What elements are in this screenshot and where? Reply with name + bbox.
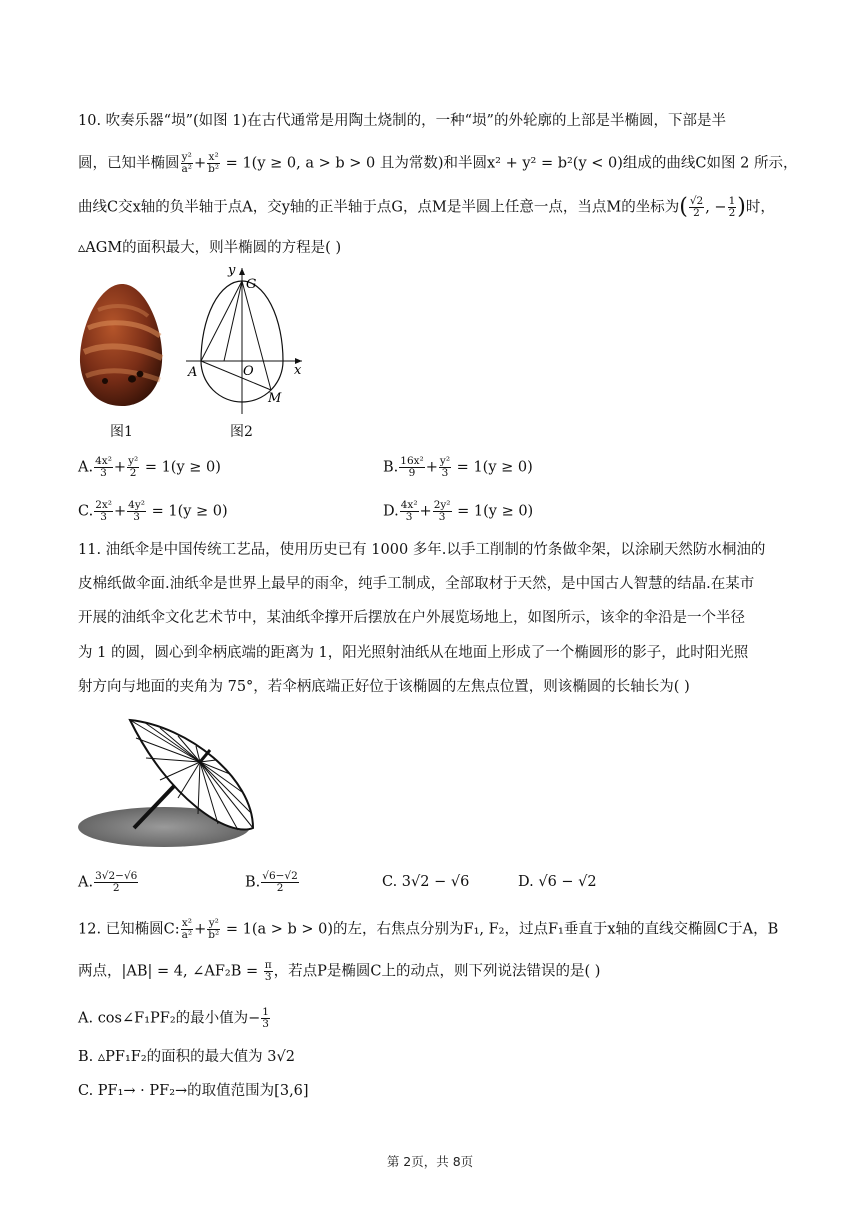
option-tail: = 1(y ≥ 0) — [140, 459, 221, 476]
frac-num: 4x² — [95, 455, 112, 467]
frac-num: √6−√2 — [262, 870, 298, 882]
paren-open: ( — [679, 194, 688, 220]
frac-num: x² — [181, 917, 192, 929]
frac-num: π — [264, 959, 272, 971]
frac — [261, 1007, 270, 1030]
q11-line-1: 11. 油纸伞是中国传统工艺品，使用历史已有 1000 多年.以手工削制的竹条做伞架，以涂刷天然防水桐油的 — [78, 542, 766, 558]
page-footer: 第 2页，共 8页 — [386, 1154, 474, 1169]
option-text: A. cos∠F₁PF₂的最小值为− — [78, 1010, 261, 1027]
q12-option-b[interactable]: B. ▵PF₁F₂的面积的最大值为 3√2 — [78, 1049, 295, 1065]
frac — [399, 456, 425, 479]
option-tail: = 1(y ≥ 0) — [452, 459, 533, 476]
segment-AM — [201, 361, 271, 390]
label-M: M — [268, 391, 282, 406]
q10-sep: , − — [705, 199, 727, 216]
option-label: B. — [245, 874, 261, 891]
option-tail: = 1(y ≥ 0) — [146, 503, 228, 520]
frac-num: √2 — [689, 195, 704, 207]
q12-line2-text-b: ，若点P是椭圆C上的动点，则下列说法错误的是( ) — [273, 963, 601, 980]
q10-line2-text: 圆，已知半椭圆 — [78, 155, 180, 172]
frac-num: x² — [208, 151, 219, 163]
frac — [127, 500, 146, 523]
frac-den: 2 — [728, 207, 736, 219]
q10-line-4: ▵AGM的面积最大，则半椭圆的方程是( ) — [78, 240, 342, 256]
paren-close: ) — [737, 194, 746, 220]
frac-num: 2x² — [95, 499, 112, 511]
frac-den: a² — [181, 163, 192, 175]
q11-option-a[interactable] — [78, 871, 139, 894]
frac-den: 3 — [405, 511, 413, 523]
frac-num: y² — [439, 455, 451, 467]
frac-num: 16x² — [400, 455, 424, 467]
q10-line3-text-b: 时， — [745, 199, 775, 216]
q10-line2-text-b: = 1(y ≥ 0, a > b > 0 且为常数)和半圆x² + y² = b²(y < 0)组成的曲线C如图 2 所示， — [221, 155, 798, 172]
q10-line-1: 10. 吹奏乐器“埙”(如图 1)在古代通常是用陶土烧制的，一种“埙”的外轮廓的上部是半椭圆，下部是半 — [78, 113, 726, 129]
curve-diagram — [180, 262, 310, 422]
frac — [400, 500, 419, 523]
y-axis-arrow — [239, 268, 245, 275]
q10-line3-text: 曲线C交x轴的负半轴于点A，交y轴的正半轴于点G，点M是半圆上任意一点，当点M的坐标为 — [78, 199, 680, 216]
frac — [127, 456, 139, 479]
frac-den: 3 — [441, 467, 449, 479]
q10-frac-y2a2 — [181, 152, 193, 175]
frac-num: 1 — [728, 195, 736, 207]
option-tail: = 1(y ≥ 0) — [452, 503, 534, 520]
frac-num: y² — [128, 455, 139, 467]
q11-line-3: 开展的油纸伞文化艺术节中，某油纸伞撑开后摆放在户外展览场地上，如图所示，该伞的伞沿是一个半径 — [78, 610, 745, 626]
q10-line-3 — [78, 196, 783, 219]
frac — [94, 500, 113, 523]
q12-option-a[interactable] — [78, 1007, 271, 1030]
frac-num: 3√2−√6 — [95, 870, 138, 882]
q10-option-a[interactable]: A. $\frac{\text{4x²}}{3}$ + $\frac{\text{y²}}{2}$ = 1(y ≥ 0) — [78, 455, 221, 479]
segment-G-foot — [224, 281, 242, 361]
fig1-caption: 图1 — [110, 424, 133, 440]
label-G: G — [246, 277, 257, 292]
frac — [207, 918, 220, 941]
frac-den: 3 — [100, 511, 107, 523]
frac-num: y² — [208, 917, 219, 929]
q10-option-b[interactable]: B. $\frac{\text{16x²}}{9}$ + $\frac{\text{y²}}{3}$ = 1(y ≥ 0) — [383, 455, 533, 479]
frac — [439, 456, 451, 479]
q10-frac-x2b2 — [207, 152, 220, 175]
umbrella-image — [78, 708, 258, 850]
frac — [181, 918, 193, 941]
q11-option-b[interactable] — [245, 871, 300, 894]
q10-option-c[interactable]: C. $\frac{\text{2x²}}{3}$ + $\frac{\text{4y²}}{3}$ = 1(y ≥ 0) — [78, 499, 228, 523]
q11-line-4: 为 1 的圆，圆心到伞柄底端的距离为 1，阳光照射油纸从在地面上形成了一个椭圆形的影子，此时阳光照 — [78, 645, 749, 661]
q11-option-c[interactable]: C. 3√2 − √6 — [382, 874, 470, 890]
option-label: A. — [78, 874, 94, 891]
frac — [94, 871, 138, 894]
frac-den: 3 — [133, 511, 140, 523]
xun-instrument-image — [76, 280, 168, 410]
frac-den: 3 — [100, 467, 107, 479]
frac-den: 9 — [408, 467, 416, 479]
frac — [264, 960, 273, 983]
label-x: x — [294, 363, 302, 378]
frac-den: 3 — [438, 511, 446, 523]
frac-den: a² — [181, 929, 193, 941]
label-O: O — [243, 364, 254, 379]
q12-option-c[interactable]: C. PF₁→ · PF₂→的取值范围为[3,6] — [78, 1083, 309, 1099]
frac-den: 3 — [262, 1018, 269, 1030]
option-label: D. — [383, 503, 399, 520]
q10-line-2: 圆，已知半椭圆 $\frac{\text{y²}}{\text{a²}}$ + $\frac{\text{x²}}{\text{b²}}$ = 1(y ≥ 0, a > b > 0 且为常数)和半圆x² + y² = b²(y < 0)组成的曲线C如图 2 所示， — [78, 151, 798, 175]
q12-line-2 — [78, 960, 783, 983]
label-A: A — [188, 365, 198, 380]
q10-frac-1-2 — [728, 196, 737, 219]
q12-line1-text-b: = 1(a > b > 0)的左，右焦点分别为F₁, F₂，过点F₁垂直于x轴的直线交椭圆C于A，B — [221, 921, 779, 938]
fig2-caption: 图2 — [230, 424, 253, 440]
frac-den: 2 — [276, 882, 284, 894]
frac-den: 2 — [693, 207, 700, 219]
frac-den: 2 — [129, 467, 137, 479]
frac-num: 4y² — [128, 499, 145, 511]
option-label: C. — [78, 503, 94, 520]
frac-num: 1 — [262, 1006, 269, 1018]
frac-num: y² — [181, 151, 192, 163]
segment-AG — [201, 281, 242, 361]
frac-den: 3 — [264, 971, 272, 983]
q12-line-1: 12. 已知椭圆C: $\frac{\text{x²}}{\text{a²}}$ + $\frac{\text{y²}}{\text{b²}}$ = 1(a > b > 0)的左，右焦点分别为F₁, F₂，过点F₁垂直于x轴的直线交椭圆C于A，B — [78, 917, 779, 941]
frac — [433, 500, 452, 523]
frac-den: b² — [208, 163, 220, 175]
q12-line1-text: 12. 已知椭圆C: — [78, 921, 180, 938]
frac-den: 2 — [112, 882, 120, 894]
q10-option-d[interactable]: D. $\frac{\text{4x²}}{3}$ + $\frac{\text{2y²}}{3}$ = 1(y ≥ 0) — [383, 499, 534, 523]
frac — [261, 871, 299, 894]
option-label: A. — [78, 459, 94, 476]
frac — [94, 456, 113, 479]
frac-den: b² — [208, 929, 220, 941]
q12-line2-text: 两点，|AB| = 4, ∠AF₂B = — [78, 963, 263, 980]
q11-line-5: 射方向与地面的夹角为 75°，若伞柄底端正好位于该椭圆的左焦点位置，则该椭圆的长轴长为( ) — [78, 679, 690, 695]
q11-option-d[interactable]: D. √6 − √2 — [518, 874, 597, 890]
frac-num: 4x² — [400, 499, 418, 511]
q11-line-2: 皮棉纸做伞面.油纸伞是世界上最早的雨伞，纯手工制成，全部取材于天然，是中国古人智慧的结晶.在某市 — [78, 576, 755, 592]
option-label: B. — [383, 459, 399, 476]
label-y: y — [228, 263, 236, 278]
frac-num: 2y² — [433, 499, 451, 511]
q10-frac-sqrt2-2 — [689, 196, 704, 219]
